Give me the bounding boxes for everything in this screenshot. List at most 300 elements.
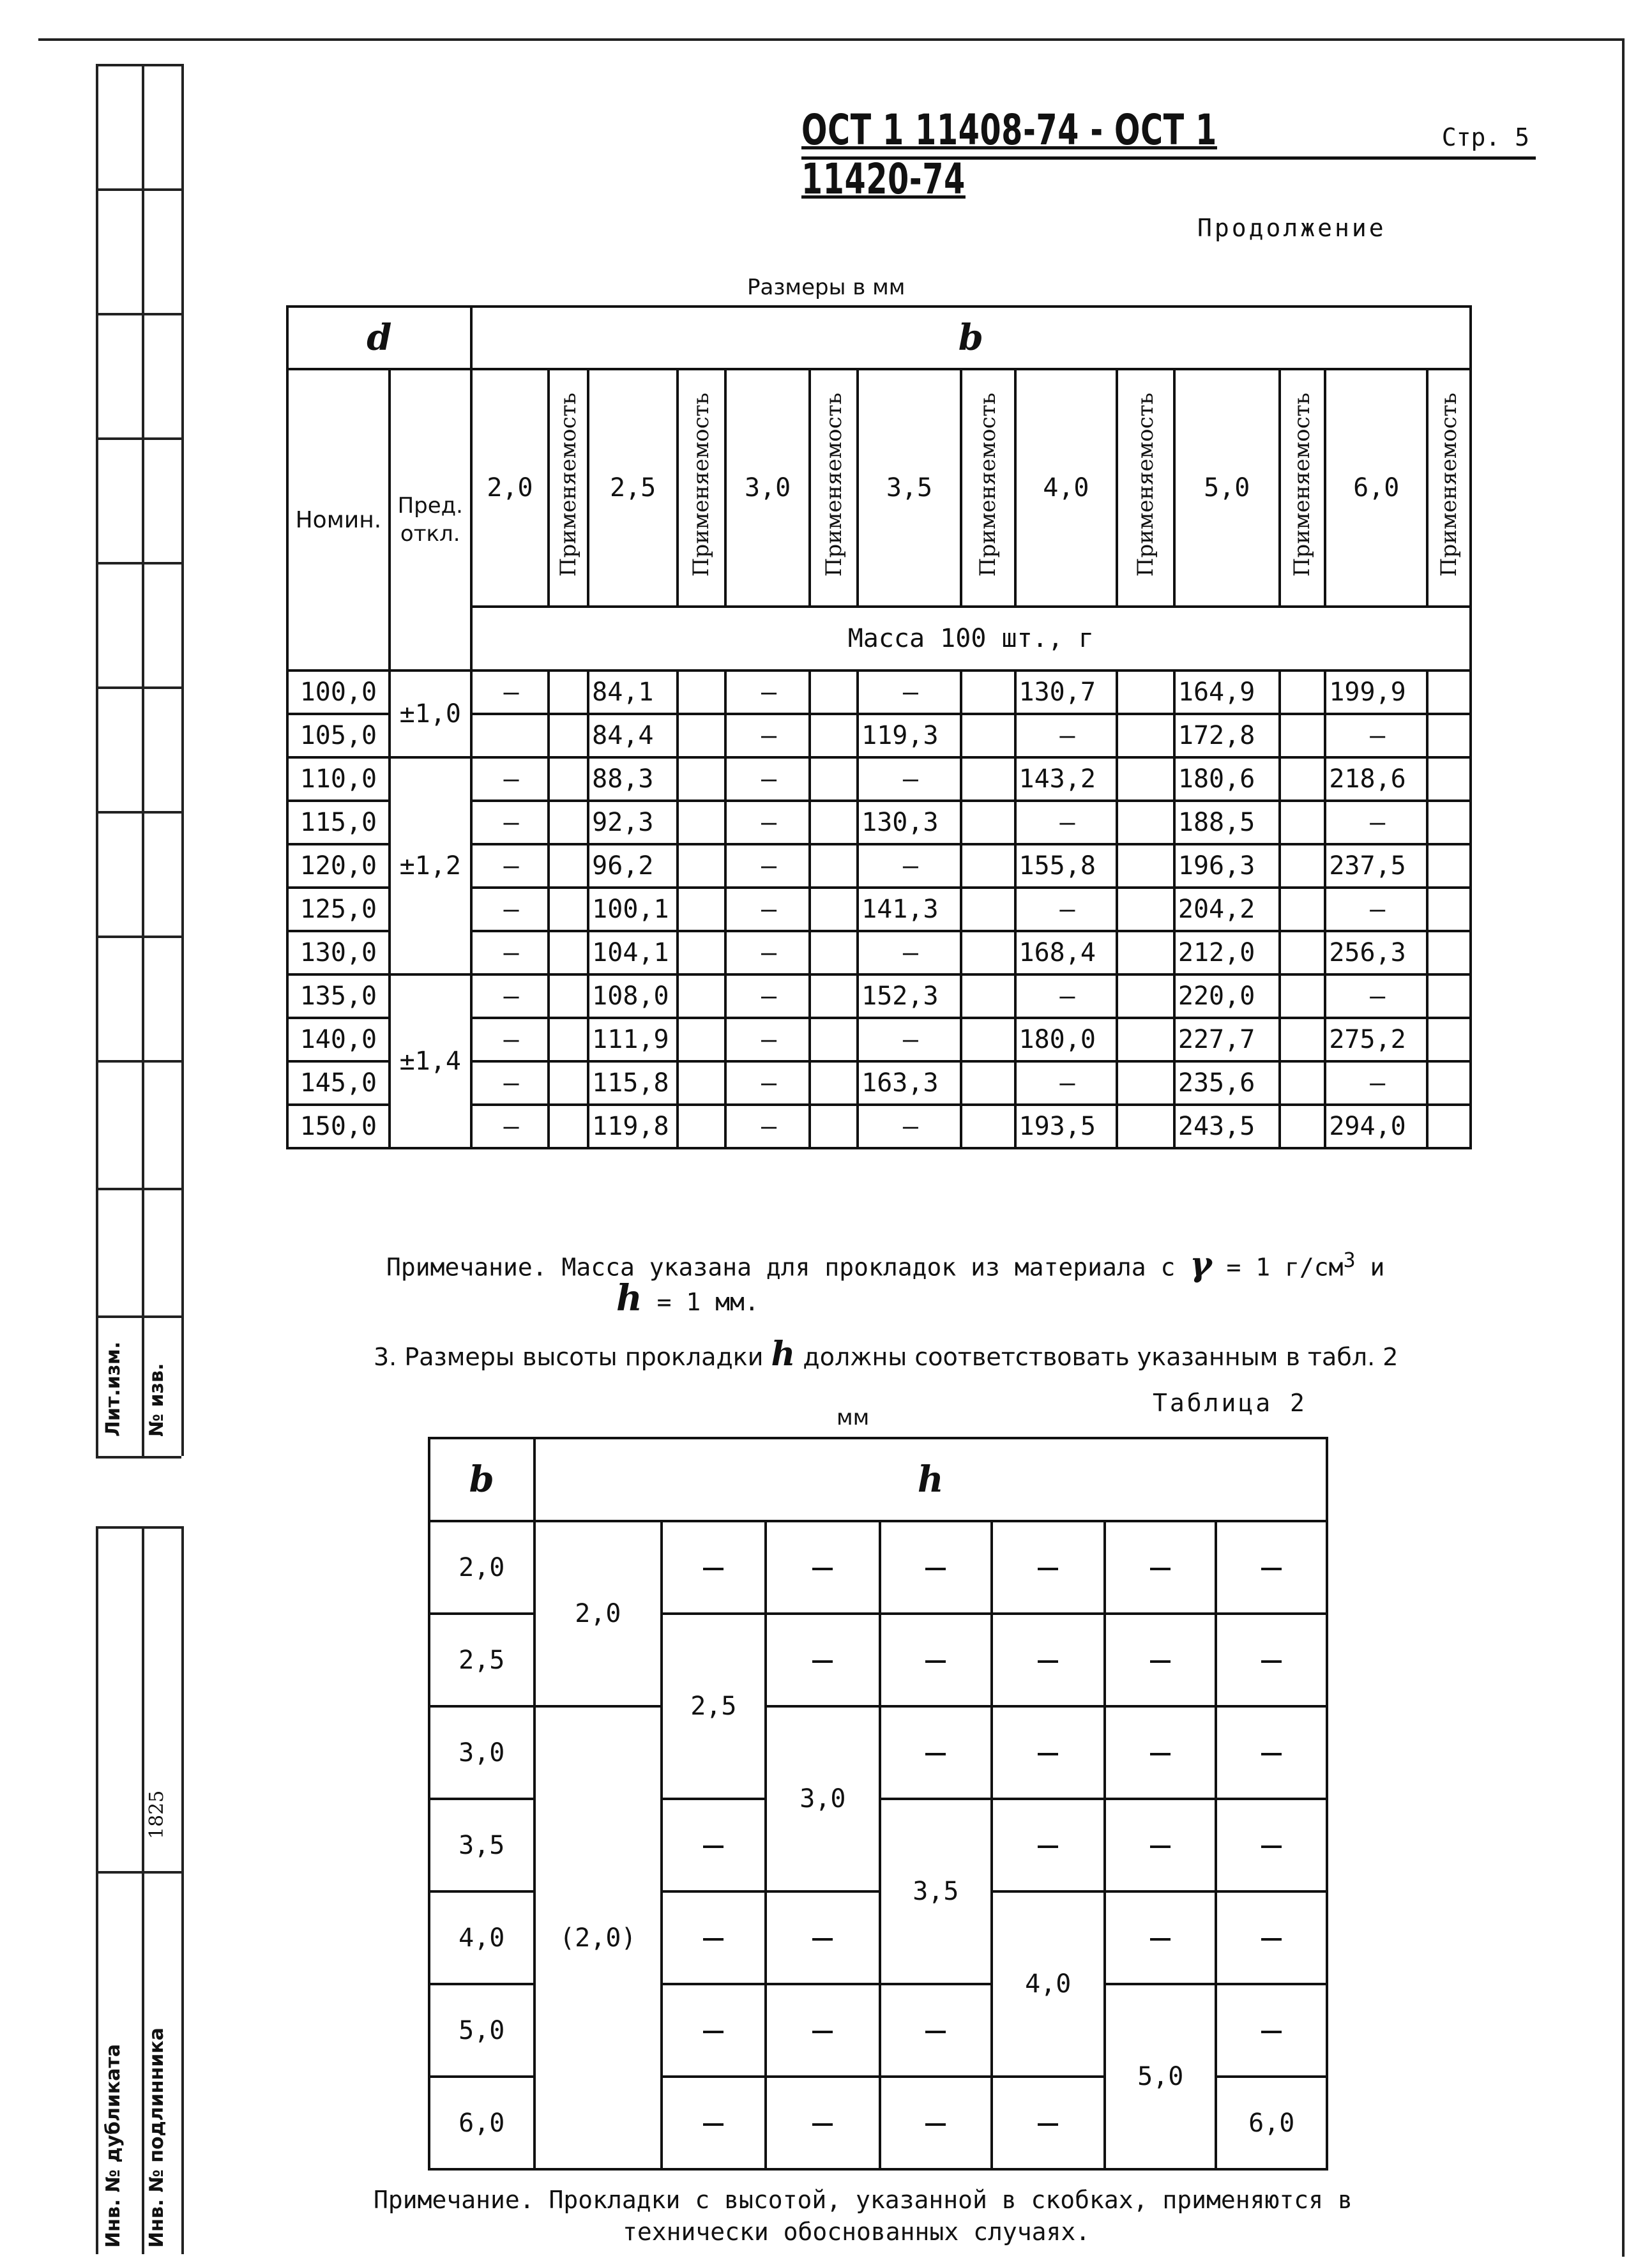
mass-value-cell: 204,2	[1174, 888, 1280, 931]
t2-cell-2-5: 2,5	[662, 1614, 766, 1799]
dash-mark	[925, 1660, 946, 1663]
t2-dash	[992, 1706, 1105, 1799]
h-symbol-note: h	[616, 1277, 642, 1319]
applicability-cell	[810, 974, 858, 1018]
dash-mark	[925, 1568, 946, 1570]
mass-value-cell: 220,0	[1174, 974, 1280, 1018]
item-3-text	[374, 1335, 1398, 1374]
mass-value-cell: –	[1325, 1061, 1427, 1105]
applicability-cell	[1427, 671, 1471, 714]
mass-value-cell: 227,7	[1174, 1018, 1280, 1061]
t2-dash	[766, 1984, 880, 2077]
mass-value-cell	[471, 714, 549, 757]
t2-cell-2-0p: (2,0)	[534, 1706, 662, 2169]
dash-mark	[1261, 2031, 1282, 2033]
applicability-cell	[810, 801, 858, 844]
applicability-header	[961, 369, 1015, 607]
applicability-cell	[1427, 974, 1471, 1018]
applicability-cell	[1427, 1061, 1471, 1105]
mass-value-cell: 218,6	[1325, 757, 1427, 801]
applicability-cell	[678, 844, 725, 888]
b-value-header: 3,0	[725, 369, 810, 607]
mass-value-cell: 119,3	[858, 714, 961, 757]
applicability-cell	[1427, 757, 1471, 801]
mass-value-cell: 163,3	[858, 1061, 961, 1105]
mass-value-cell: 168,4	[1015, 931, 1118, 974]
dash-mark	[925, 2031, 946, 2033]
mass-value-cell: 188,5	[1174, 801, 1280, 844]
t2-dash	[662, 1799, 766, 1891]
t2-dash	[1105, 1706, 1216, 1799]
t2-dash	[880, 2077, 991, 2169]
mass-value-cell: 104,1	[588, 931, 678, 974]
mass-value-cell: 92,3	[588, 801, 678, 844]
applicability-cell	[678, 974, 725, 1018]
t2-dash	[992, 1521, 1105, 1614]
nominal-diameter-cell: 105,0	[287, 714, 390, 757]
mass-value-cell: 235,6	[1174, 1061, 1280, 1105]
t2-row-label: 3,0	[429, 1706, 534, 1799]
mass-value-cell: 172,8	[1174, 714, 1280, 757]
mass-value-cell: 243,5	[1174, 1105, 1280, 1148]
applicability-cell	[1280, 1061, 1326, 1105]
document-title: ОСТ 1 11408-74 - ОСТ 1 11420-74	[801, 105, 1217, 204]
note-height	[374, 2184, 1523, 2248]
nominal-diameter-cell: 150,0	[287, 1105, 390, 1148]
dash-mark	[812, 1660, 833, 1663]
sidebar-lit-label: Лит.изм.	[102, 1341, 125, 1437]
applicability-cell	[1427, 1018, 1471, 1061]
applicability-cell	[1427, 801, 1471, 844]
t2-cell-3-0: 3,0	[766, 1706, 880, 1891]
applicability-cell	[961, 1105, 1015, 1148]
mass-value-cell: 237,5	[1325, 844, 1427, 888]
t2-dash	[1105, 1891, 1216, 1984]
dash-mark	[703, 2031, 724, 2033]
applicability-cell	[1280, 801, 1326, 844]
nominal-diameter-cell: 140,0	[287, 1018, 390, 1061]
applicability-cell	[1117, 1061, 1174, 1105]
applicability-cell	[678, 1018, 725, 1061]
applicability-cell	[810, 1105, 858, 1148]
dash-mark	[812, 2123, 833, 2126]
mass-value-cell: 115,8	[588, 1061, 678, 1105]
sidebar-inv-dup: Инв. № дубликата	[102, 2043, 125, 2248]
sidebar-stamp	[96, 64, 192, 2254]
applicability-cell	[1427, 888, 1471, 931]
applicability-cell	[810, 844, 858, 888]
t2-cell-6-0: 6,0	[1216, 2077, 1327, 2169]
applicability-cell	[810, 1018, 858, 1061]
applicability-header	[1427, 369, 1471, 607]
applicability-cell	[1117, 931, 1174, 974]
t2-row-label: 6,0	[429, 2077, 534, 2169]
mass-value-cell: 88,3	[588, 757, 678, 801]
item-3-text-b: должны соответствовать указанным в табл. 2	[803, 1343, 1398, 1371]
nominal-diameter-cell: 120,0	[287, 844, 390, 888]
applicability-cell	[961, 1018, 1015, 1061]
applicability-cell	[810, 757, 858, 801]
applicability-label: Применяемость	[821, 392, 847, 577]
d-header: d	[287, 307, 471, 369]
mass-value-cell: 196,3	[1174, 844, 1280, 888]
mass-value-cell: 180,6	[1174, 757, 1280, 801]
nominal-diameter-cell: 145,0	[287, 1061, 390, 1105]
b-value-header: 6,0	[1325, 369, 1427, 607]
mass-value-cell: 130,3	[858, 801, 961, 844]
table2-label: Таблица 2	[1153, 1389, 1307, 1417]
mass-header: Масса 100 шт., г	[471, 607, 1471, 671]
mass-value-cell: –	[471, 757, 549, 801]
mass-value-cell: –	[725, 844, 810, 888]
applicability-cell	[549, 1061, 588, 1105]
applicability-cell	[810, 888, 858, 931]
mass-value-cell: –	[471, 931, 549, 974]
sidebar-number: 1825	[146, 1790, 168, 1839]
t2-dash	[1216, 1614, 1327, 1706]
item-3-text-a: 3. Размеры высоты прокладки	[374, 1343, 764, 1371]
applicability-cell	[678, 1105, 725, 1148]
mass-value-cell: –	[725, 801, 810, 844]
applicability-cell	[549, 974, 588, 1018]
applicability-label: Применяемость	[975, 392, 1001, 577]
note-mass	[386, 1245, 1510, 1317]
continuation-label: Продолжение	[1197, 214, 1386, 242]
applicability-cell	[1280, 844, 1326, 888]
t2-dash	[1105, 1799, 1216, 1891]
applicability-cell	[1280, 1018, 1326, 1061]
mass-value-cell: –	[858, 1105, 961, 1148]
mass-value-cell: –	[725, 671, 810, 714]
mass-value-cell: –	[1015, 888, 1118, 931]
applicability-cell	[549, 888, 588, 931]
mass-value-cell: 84,4	[588, 714, 678, 757]
t2-dash	[880, 1706, 991, 1799]
applicability-cell	[549, 1018, 588, 1061]
mass-value-cell: –	[471, 801, 549, 844]
t2-dash	[992, 1614, 1105, 1706]
nominal-diameter-cell: 135,0	[287, 974, 390, 1018]
t2-dash	[1216, 1799, 1327, 1891]
nominal-diameter-cell: 130,0	[287, 931, 390, 974]
sidebar-column-inner	[139, 64, 184, 1456]
dash-mark	[1038, 1660, 1058, 1663]
t2-b-header: b	[429, 1438, 534, 1521]
mass-value-cell: –	[1325, 801, 1427, 844]
applicability-header	[678, 369, 725, 607]
applicability-cell	[1117, 974, 1174, 1018]
mass-value-cell: 141,3	[858, 888, 961, 931]
t2-dash	[766, 2077, 880, 2169]
applicability-cell	[1280, 974, 1326, 1018]
mass-value-cell: 130,7	[1015, 671, 1118, 714]
applicability-cell	[549, 931, 588, 974]
note-height-line2: технически обоснованных случаях.	[623, 2218, 1091, 2246]
t2-h-header: h	[534, 1438, 1327, 1521]
b-value-header: 4,0	[1015, 369, 1118, 607]
t2-dash	[662, 1891, 766, 1984]
mass-value-cell: –	[725, 1105, 810, 1148]
t2-row-label: 3,5	[429, 1799, 534, 1891]
applicability-cell	[1117, 801, 1174, 844]
t2-cell-3-5: 3,5	[880, 1799, 991, 1984]
applicability-label: Применяемость	[1289, 392, 1315, 577]
applicability-cell	[1117, 757, 1174, 801]
nominal-diameter-cell: 115,0	[287, 801, 390, 844]
mass-value-cell: –	[725, 931, 810, 974]
applicability-cell	[961, 671, 1015, 714]
applicability-cell	[1427, 931, 1471, 974]
tolerance-header: Пред. откл.	[390, 369, 471, 671]
b-value-header: 5,0	[1174, 369, 1280, 607]
applicability-cell	[961, 714, 1015, 757]
gamma-symbol: γ	[1190, 1245, 1212, 1284]
tolerance-cell: ±1,4	[390, 974, 471, 1148]
note-mass-text-c: и	[1370, 1253, 1385, 1282]
applicability-cell	[961, 844, 1015, 888]
mass-value-cell: 212,0	[1174, 931, 1280, 974]
applicability-cell	[1117, 1018, 1174, 1061]
page-number: Стр. 5	[1441, 123, 1529, 151]
dash-mark	[1261, 1568, 1282, 1570]
table1-units: Размеры в мм	[747, 275, 906, 300]
dash-mark	[703, 1568, 724, 1570]
mass-value-cell: –	[1015, 801, 1118, 844]
document-header	[801, 105, 1536, 204]
applicability-cell	[549, 757, 588, 801]
applicability-cell	[1117, 844, 1174, 888]
applicability-cell	[1427, 844, 1471, 888]
applicability-cell	[678, 1061, 725, 1105]
applicability-cell	[678, 888, 725, 931]
mass-value-cell: –	[1015, 1061, 1118, 1105]
t2-dash	[880, 1984, 991, 2077]
t2-dash	[1105, 1521, 1216, 1614]
dash-mark	[703, 2123, 724, 2126]
applicability-cell	[1427, 714, 1471, 757]
mass-value-cell: –	[1325, 714, 1427, 757]
mass-value-cell: –	[858, 931, 961, 974]
mass-value-cell: –	[1015, 714, 1118, 757]
mass-value-cell: 143,2	[1015, 757, 1118, 801]
applicability-cell	[1280, 671, 1326, 714]
applicability-cell	[1280, 1105, 1326, 1148]
mass-value-cell: 100,1	[588, 888, 678, 931]
dash-mark	[1150, 1753, 1171, 1755]
applicability-cell	[810, 1061, 858, 1105]
sidebar-inv-orig: Инв. № подлинника	[146, 2027, 168, 2248]
mass-value-cell: 119,8	[588, 1105, 678, 1148]
t2-dash	[766, 1521, 880, 1614]
dash-mark	[812, 1568, 833, 1570]
dash-mark	[925, 1753, 946, 1755]
mass-value-cell: –	[471, 671, 549, 714]
mass-value-cell: 111,9	[588, 1018, 678, 1061]
dash-mark	[812, 1938, 833, 1941]
applicability-cell	[1427, 1105, 1471, 1148]
mass-value-cell: 256,3	[1325, 931, 1427, 974]
t2-dash	[662, 1984, 766, 2077]
t2-dash	[992, 2077, 1105, 2169]
mass-value-cell: –	[471, 1061, 549, 1105]
applicability-cell	[961, 888, 1015, 931]
sidebar-izv-label: № изв.	[146, 1363, 168, 1437]
t2-dash	[880, 1614, 991, 1706]
applicability-cell	[961, 757, 1015, 801]
mass-value-cell: 164,9	[1174, 671, 1280, 714]
dash-mark	[1261, 1938, 1282, 1941]
mass-value-cell: 275,2	[1325, 1018, 1427, 1061]
mass-value-cell: –	[858, 757, 961, 801]
applicability-cell	[678, 671, 725, 714]
nominal-diameter-cell: 100,0	[287, 671, 390, 714]
mass-value-cell: 193,5	[1015, 1105, 1118, 1148]
mass-value-cell: –	[725, 714, 810, 757]
applicability-label: Применяемость	[556, 392, 582, 577]
dash-mark	[1038, 1568, 1058, 1570]
sidebar-column-outer	[96, 64, 144, 1456]
applicability-cell	[678, 801, 725, 844]
mass-value-cell: –	[471, 974, 549, 1018]
nominal-diameter-cell: 110,0	[287, 757, 390, 801]
applicability-cell	[810, 714, 858, 757]
note-mass-sup: 3	[1343, 1249, 1356, 1272]
mass-value-cell: 199,9	[1325, 671, 1427, 714]
mass-table	[286, 305, 1472, 1149]
mass-value-cell: –	[1015, 974, 1118, 1018]
b-value-header: 3,5	[858, 369, 961, 607]
dash-mark	[1261, 1753, 1282, 1755]
applicability-cell	[1280, 931, 1326, 974]
applicability-cell	[549, 671, 588, 714]
mass-value-cell: 155,8	[1015, 844, 1118, 888]
t2-dash	[662, 1521, 766, 1614]
mass-value-cell: –	[725, 1018, 810, 1061]
nominal-diameter-cell: 125,0	[287, 888, 390, 931]
mass-value-cell: 152,3	[858, 974, 961, 1018]
t2-dash	[880, 1521, 991, 1614]
t2-dash	[1216, 1891, 1327, 1984]
applicability-cell	[961, 974, 1015, 1018]
t2-cell-2-0: 2,0	[534, 1521, 662, 1706]
dash-mark	[1150, 1568, 1171, 1570]
mass-value-cell: –	[725, 757, 810, 801]
mass-value-cell: –	[1325, 888, 1427, 931]
b-header: b	[471, 307, 1471, 369]
mass-value-cell: –	[471, 888, 549, 931]
mass-value-cell: –	[858, 671, 961, 714]
t2-dash	[662, 2077, 766, 2169]
applicability-cell	[961, 931, 1015, 974]
applicability-cell	[1280, 757, 1326, 801]
applicability-cell	[1117, 714, 1174, 757]
note-height-line1: Примечание. Прокладки с высотой, указанной в скобках, применяются в	[374, 2186, 1353, 2214]
dash-mark	[1261, 1660, 1282, 1663]
applicability-cell	[678, 757, 725, 801]
dash-mark	[1261, 1845, 1282, 1848]
table-row	[287, 671, 1471, 714]
mass-value-cell: –	[725, 1061, 810, 1105]
t2-row-label: 2,5	[429, 1614, 534, 1706]
nomin-header: Номин.	[287, 369, 390, 671]
mass-value-cell: –	[725, 888, 810, 931]
mass-value-cell: –	[858, 844, 961, 888]
dash-mark	[1038, 1753, 1058, 1755]
mass-value-cell: 108,0	[588, 974, 678, 1018]
mass-value-cell: –	[471, 1018, 549, 1061]
applicability-cell	[961, 1061, 1015, 1105]
mass-value-cell: –	[858, 1018, 961, 1061]
table-row	[287, 974, 1471, 1018]
note-mass-text-b: = 1 г/см	[1226, 1253, 1344, 1282]
mass-value-cell: 180,0	[1015, 1018, 1118, 1061]
t2-dash	[1216, 1706, 1327, 1799]
mass-value-cell: –	[471, 1105, 549, 1148]
t2-cell-5-0: 5,0	[1105, 1984, 1216, 2169]
mass-value-cell: 294,0	[1325, 1105, 1427, 1148]
dash-mark	[1038, 1845, 1058, 1848]
t2-cell-4-0: 4,0	[992, 1891, 1105, 2077]
applicability-cell	[961, 801, 1015, 844]
b-value-header: 2,5	[588, 369, 678, 607]
tolerance-cell: ±1,2	[390, 757, 471, 974]
dash-mark	[1150, 1845, 1171, 1848]
dash-mark	[812, 2031, 833, 2033]
t2-dash	[992, 1799, 1105, 1891]
applicability-cell	[810, 671, 858, 714]
t2-dash	[1216, 1984, 1327, 2077]
applicability-header	[549, 369, 588, 607]
height-table	[428, 1437, 1328, 2171]
applicability-cell	[678, 714, 725, 757]
applicability-cell	[1280, 714, 1326, 757]
dash-mark	[703, 1938, 724, 1941]
t2-row-label: 5,0	[429, 1984, 534, 2077]
applicability-cell	[549, 844, 588, 888]
note-mass-text-d: = 1 мм.	[656, 1287, 759, 1316]
applicability-cell	[1117, 888, 1174, 931]
t2-row-label: 2,0	[429, 1521, 534, 1614]
b-value-header: 2,0	[471, 369, 549, 607]
mass-value-cell: 96,2	[588, 844, 678, 888]
mass-value-cell: –	[1325, 974, 1427, 1018]
h-symbol-item3: h	[771, 1335, 796, 1374]
t2-row-label: 4,0	[429, 1891, 534, 1984]
table2-units: мм	[837, 1405, 870, 1430]
dash-mark	[703, 1845, 724, 1848]
mass-value-cell: –	[471, 844, 549, 888]
applicability-cell	[549, 801, 588, 844]
applicability-label: Применяемость	[688, 392, 715, 577]
mass-value-cell: 84,1	[588, 671, 678, 714]
dash-mark	[1038, 2123, 1058, 2126]
dash-mark	[925, 2123, 946, 2126]
dash-mark	[1150, 1938, 1171, 1941]
tolerance-cell: ±1,0	[390, 671, 471, 757]
applicability-cell	[810, 931, 858, 974]
mass-value-cell: –	[725, 974, 810, 1018]
applicability-header	[1117, 369, 1174, 607]
applicability-cell	[678, 931, 725, 974]
t2-dash	[1216, 1521, 1327, 1614]
applicability-header	[810, 369, 858, 607]
dash-mark	[1150, 1660, 1171, 1663]
note-mass-text-a: Примечание. Масса указана для прокладок из материала с	[386, 1253, 1176, 1282]
t2-dash	[766, 1614, 880, 1706]
table-row	[287, 757, 1471, 801]
applicability-cell	[549, 714, 588, 757]
applicability-cell	[1117, 1105, 1174, 1148]
